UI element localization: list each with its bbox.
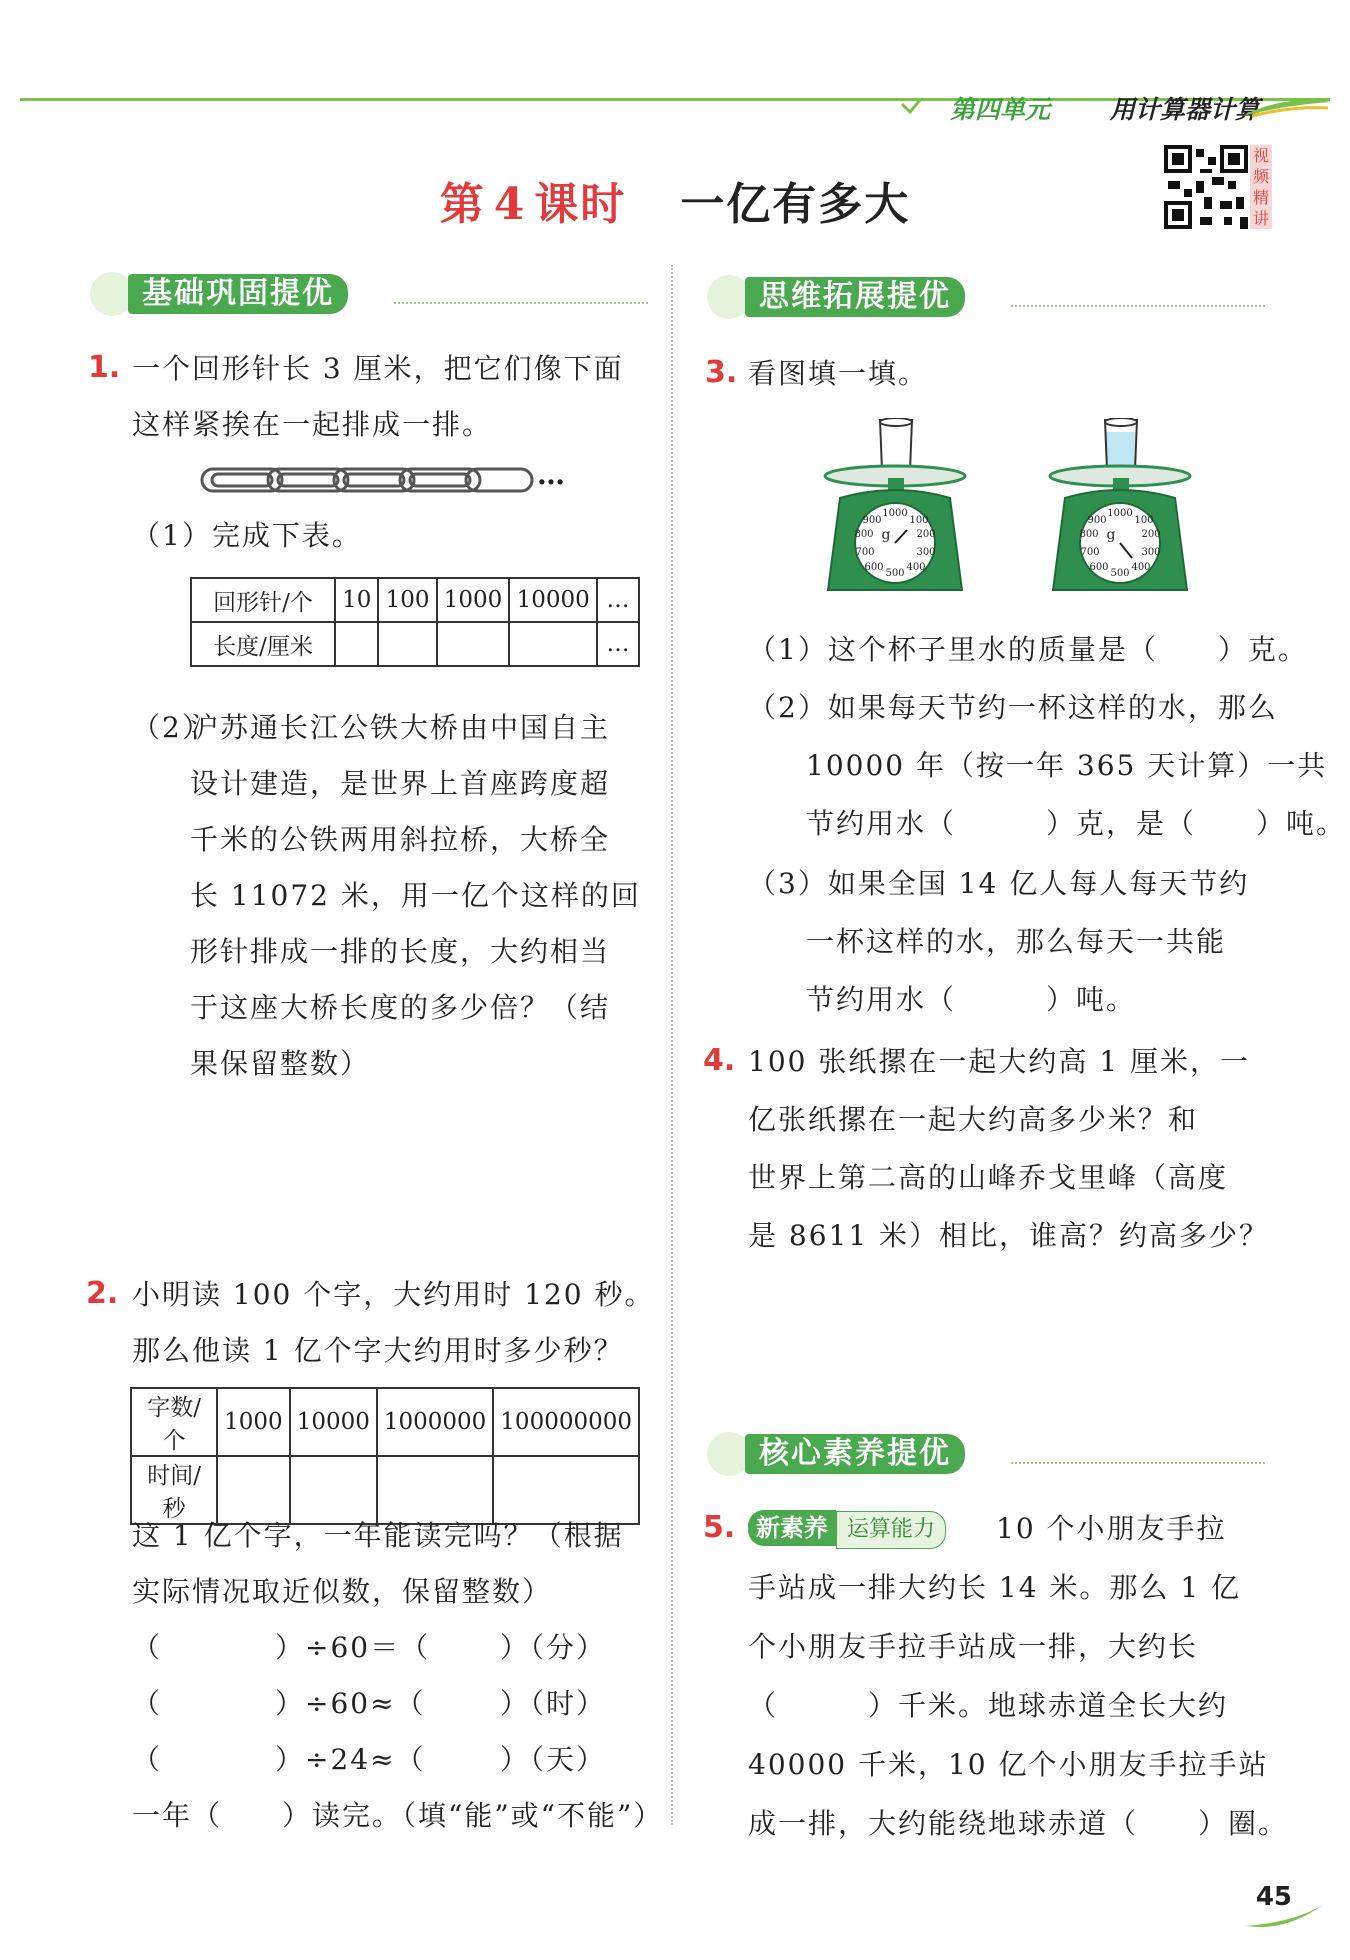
question-3-text: 看图填一填。	[748, 357, 929, 390]
dial-tick: 1000	[1107, 508, 1133, 519]
question-3-sub3-line: （3）如果全国 14 亿人每人每天节约	[748, 867, 1250, 900]
question-3-sub2-line: 10000 年（按一年 365 天计算）一共	[806, 749, 1328, 782]
dial-tick: 400	[1131, 562, 1151, 573]
table-header-cell: 回形针/个	[191, 578, 335, 622]
answer-cell[interactable]	[437, 622, 510, 666]
dial-tick: 200	[1141, 529, 1161, 540]
question-1-number: 1.	[88, 350, 121, 385]
question-1-line-2: 这样紧挨在一起排成一排。	[132, 408, 493, 441]
calc-unit: ）（分）	[500, 1631, 607, 1664]
dial-tick: 600	[1089, 562, 1109, 573]
table-cell: …	[597, 622, 639, 666]
question-3-sub2-line: 节约用水（ ）克，是（ ）吨。	[806, 807, 1347, 840]
competency-tag	[748, 1510, 946, 1549]
question-1-sub2-line: 果保留整数）	[190, 1047, 371, 1080]
question-4-line: 世界上第二高的山峰乔戈里峰（高度	[748, 1161, 1229, 1194]
dial-tick: 1000	[882, 508, 908, 519]
dial-tick: 100	[909, 515, 929, 526]
question-5-line: 手站成一排大约长 14 米。那么 1 亿	[748, 1571, 1242, 1604]
dial-tick: 400	[906, 562, 926, 573]
calc-open-paren: （	[132, 1631, 163, 1664]
page-swoosh-icon	[1246, 1902, 1326, 1930]
paperclip-table	[190, 577, 640, 667]
calc-unit: ）（时）	[500, 1687, 607, 1720]
question-2-line-1: 小明读 100 个字，大约用时 120 秒。	[132, 1278, 655, 1311]
question-4-line: 是 8611 米）相比，谁高？约高多少？	[748, 1219, 1270, 1252]
page-number: 45	[1255, 1882, 1292, 1912]
table-cell: 100000000	[493, 1388, 639, 1456]
table-cell: 1000000	[377, 1388, 493, 1456]
calc-open-paren: （	[132, 1743, 163, 1776]
table-cell: …	[597, 578, 639, 622]
dial-tick: 600	[864, 562, 884, 573]
calc-open-paren: （	[132, 1687, 163, 1720]
dial-tick: 300	[1141, 547, 1161, 558]
table-cell: 10	[335, 578, 378, 622]
paperclip-chain-icon	[200, 465, 540, 495]
question-1-sub2-line: 设计建造，是世界上首座跨度超	[190, 767, 611, 800]
section-expand-header: 思维拓展提优	[705, 275, 1265, 319]
calc-ability-badge: 运算能力	[836, 1511, 946, 1549]
unit-label: 第四单元	[949, 95, 1050, 124]
section-core-header: 核心素养提优	[705, 1432, 1265, 1476]
dial-tick: 300	[916, 547, 936, 558]
calc-operator: ）÷60＝（	[275, 1631, 431, 1664]
calc-operator: ）÷60≈（	[275, 1687, 426, 1720]
question-3-number: 3.	[705, 355, 738, 390]
question-1-sub2-label: （2）	[132, 711, 212, 744]
calc-operator: ）÷24≈（	[275, 1743, 426, 1776]
dial-unit: g	[881, 527, 891, 543]
lesson-title: 第 4 课时 一亿有多大	[439, 179, 911, 230]
dial-tick: 900	[1087, 515, 1107, 526]
qr-code-icon[interactable]	[1164, 145, 1248, 229]
question-1-line-1: 一个回形针长 3 厘米，把它们像下面	[132, 352, 624, 385]
question-2-number: 2.	[86, 1276, 119, 1311]
question-4-number: 4.	[703, 1043, 736, 1078]
dial-tick: 200	[916, 529, 936, 540]
section-basic-header: 基础巩固提优	[88, 272, 648, 316]
dial-unit: g	[1106, 527, 1116, 543]
dial-tick: 500	[1110, 568, 1130, 579]
question-2-after-line: 实际情况取近似数，保留整数）	[132, 1575, 553, 1608]
question-5-first: 10 个小朋友手拉	[996, 1512, 1227, 1545]
table-header-cell: 时间/秒	[131, 1456, 217, 1524]
question-1-sub1: （1）完成下表。	[132, 519, 362, 552]
video-label: 视频精讲	[1250, 145, 1272, 229]
question-4-line: 亿张纸摞在一起大约高多少米？和	[748, 1103, 1199, 1136]
dial-tick: 800	[854, 529, 874, 540]
answer-cell[interactable]	[378, 622, 436, 666]
question-5-line: （ ）千米。地球赤道全长大约	[748, 1689, 1229, 1722]
dial-tick: 700	[1080, 547, 1100, 558]
question-4-line: 100 张纸摞在一起大约高 1 厘米，一	[748, 1045, 1250, 1078]
question-3-sub1: （1）这个杯子里水的质量是（ ）克。	[748, 633, 1308, 666]
calc-unit: ）（天）	[500, 1743, 607, 1776]
column-divider	[671, 265, 673, 1825]
question-1-sub2-line: 于这座大桥长度的多少倍？（结	[190, 991, 611, 1024]
dial-tick: 500	[885, 568, 905, 579]
table-header-cell: 字数/个	[131, 1388, 217, 1456]
question-3-sub3-line: 一杯这样的水，那么每天一共能	[806, 925, 1227, 958]
scale-empty-cup	[820, 418, 970, 598]
question-1-sub2-line: 千米的公铁两用斜拉桥，大桥全	[190, 823, 611, 856]
scale-water-cup	[1045, 418, 1195, 598]
dial-tick: 700	[855, 547, 875, 558]
dial-tick: 900	[862, 515, 882, 526]
table-cell: 10000	[509, 578, 597, 622]
question-5-number: 5.	[703, 1510, 736, 1545]
question-3-sub2-line: （2）如果每天节约一杯这样的水，那么	[748, 691, 1278, 724]
paperclip-ellipsis: …	[537, 458, 565, 491]
answer-cell[interactable]	[335, 622, 378, 666]
question-5-line: 个小朋友手拉手站成一排，大约长	[748, 1630, 1199, 1663]
question-5-line: 成一排，大约能绕地球赤道（ ）圈。	[748, 1807, 1289, 1840]
unit-title: 用计算器计算	[1109, 95, 1260, 124]
question-3-sub3-line: 节约用水（ ）吨。	[806, 983, 1137, 1016]
table-header-cell: 长度/厘米	[191, 622, 335, 666]
question-5-line: 40000 千米，10 亿个小朋友手拉手站	[748, 1748, 1269, 1781]
table-cell: 100	[378, 578, 436, 622]
table-cell: 1000	[217, 1388, 290, 1456]
new-literacy-badge: 新素养	[748, 1510, 836, 1546]
dial-tick: 100	[1134, 515, 1154, 526]
table-cell: 1000	[437, 578, 510, 622]
question-2-last: 一年（ ）读完。（填“能”或“不能”）	[132, 1799, 664, 1832]
question-2-after-line: 这 1 亿个字，一年能读完吗？（根据	[132, 1519, 624, 1552]
reading-time-table	[130, 1387, 640, 1525]
question-1-sub2-line: 形针排成一排的长度，大约相当	[190, 935, 611, 968]
question-2-line-2: 那么他读 1 亿个字大约用时多少秒？	[132, 1334, 624, 1367]
check-icon	[900, 98, 922, 116]
question-1-sub2-line: 长 11072 米，用一亿个这样的回	[190, 879, 641, 912]
answer-cell[interactable]	[509, 622, 597, 666]
question-1-sub2-line: 沪苏通长江公铁大桥由中国自主	[190, 711, 611, 744]
leaf-swoosh-icon	[1242, 96, 1332, 118]
table-cell: 10000	[290, 1388, 377, 1456]
dial-tick: 800	[1079, 529, 1099, 540]
